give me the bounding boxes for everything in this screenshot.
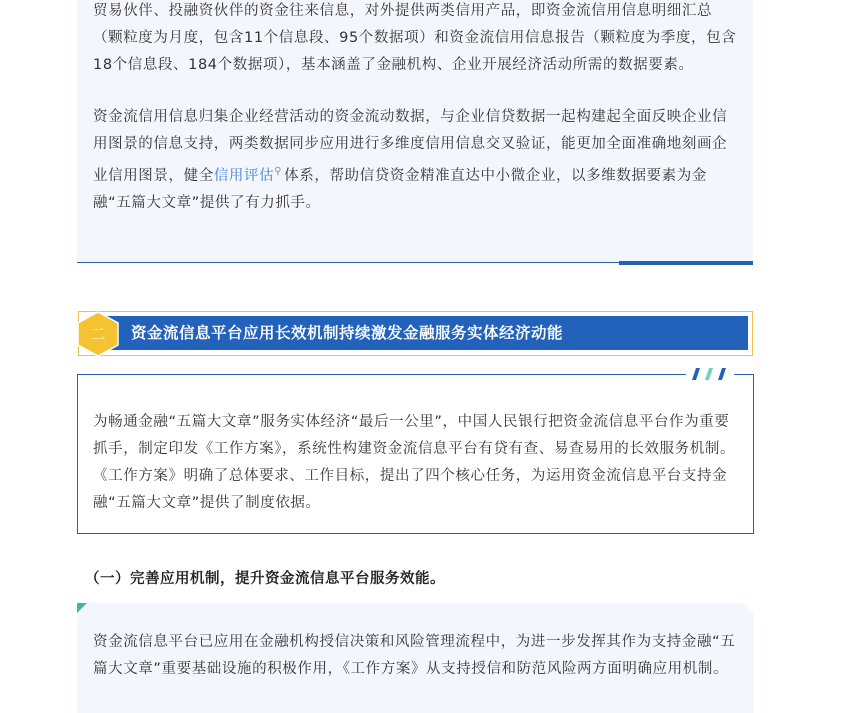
intro-paragraph-1: 贸易伙伴、投融资伙伴的资金往来信息，对外提供两类信用产品，即资金流信用信息明细汇总（颗粒度为月度，包含11个信息段、95个数据项）和资金流信用信息报告（颗粒度为季度，包含18个信息段、184个数据项），基本涵盖了金融机构、企业开展经济活动所需的数据要素。 <box>93 3 737 73</box>
mechanism-text-content <box>93 629 743 683</box>
intro-paragraph-2-start: 资金流信用信息归集企业经营活动的资金流动数据，与企业信贷数据一起构建起全面反映企业信用图景的信息支持，两类数据同步应用进行多维度信用信息交叉验证，能更加全面准确地刻画企业信用图景，健全 <box>93 109 728 184</box>
intro-text-box <box>77 0 753 263</box>
intro-paragraph-2-end: 体系，帮助信贷资金精准直达中小微企业，以多维数据要素为金融“五篇大文章”提供了有力抓手。 <box>93 167 707 211</box>
credit-assessment-link[interactable]: 信用评估 <box>213 167 275 184</box>
mechanism-paragraph: 资金流信息平台已应用在金融机构授信决策和风险管理流程中，为进一步发挥其作为支持金融“五篇大文章”重要基础设施的积极作用，《工作方案》从支持授信和防范风险两方面明确应用机制。 <box>93 634 736 677</box>
section-title: 资金流信息平台应用长效机制持续激发金融服务实体经济动能 <box>131 324 564 342</box>
intro-paragraph-2 <box>93 104 737 217</box>
intro-box-bottom-accent <box>619 261 753 265</box>
section-number: 二 <box>90 325 106 343</box>
policy-paragraph: 为畅通金融“五篇大文章”服务实体经济“最后一公里”，中国人民银行把资金流信息平台作为重要抓手，制定印发《工作方案》，系统性构建资金流信息平台有贷有查、易查易用的长效服务机制。《工作方案》明确了总体要求、工作目标，提出了四个核心任务，为运用资金流信息平台支持金融“五篇大文章”提供了制度依据。 <box>93 414 736 511</box>
corner-fold-icon <box>742 603 754 615</box>
subsection-heading: （一）完善应用机制，提升资金流信息平台服务效能。 <box>85 571 445 587</box>
corner-triangle-icon <box>77 603 87 613</box>
decorative-slashes-icon <box>686 364 734 384</box>
search-icon[interactable]: ⚲ <box>274 166 283 177</box>
policy-text-content <box>93 409 743 517</box>
